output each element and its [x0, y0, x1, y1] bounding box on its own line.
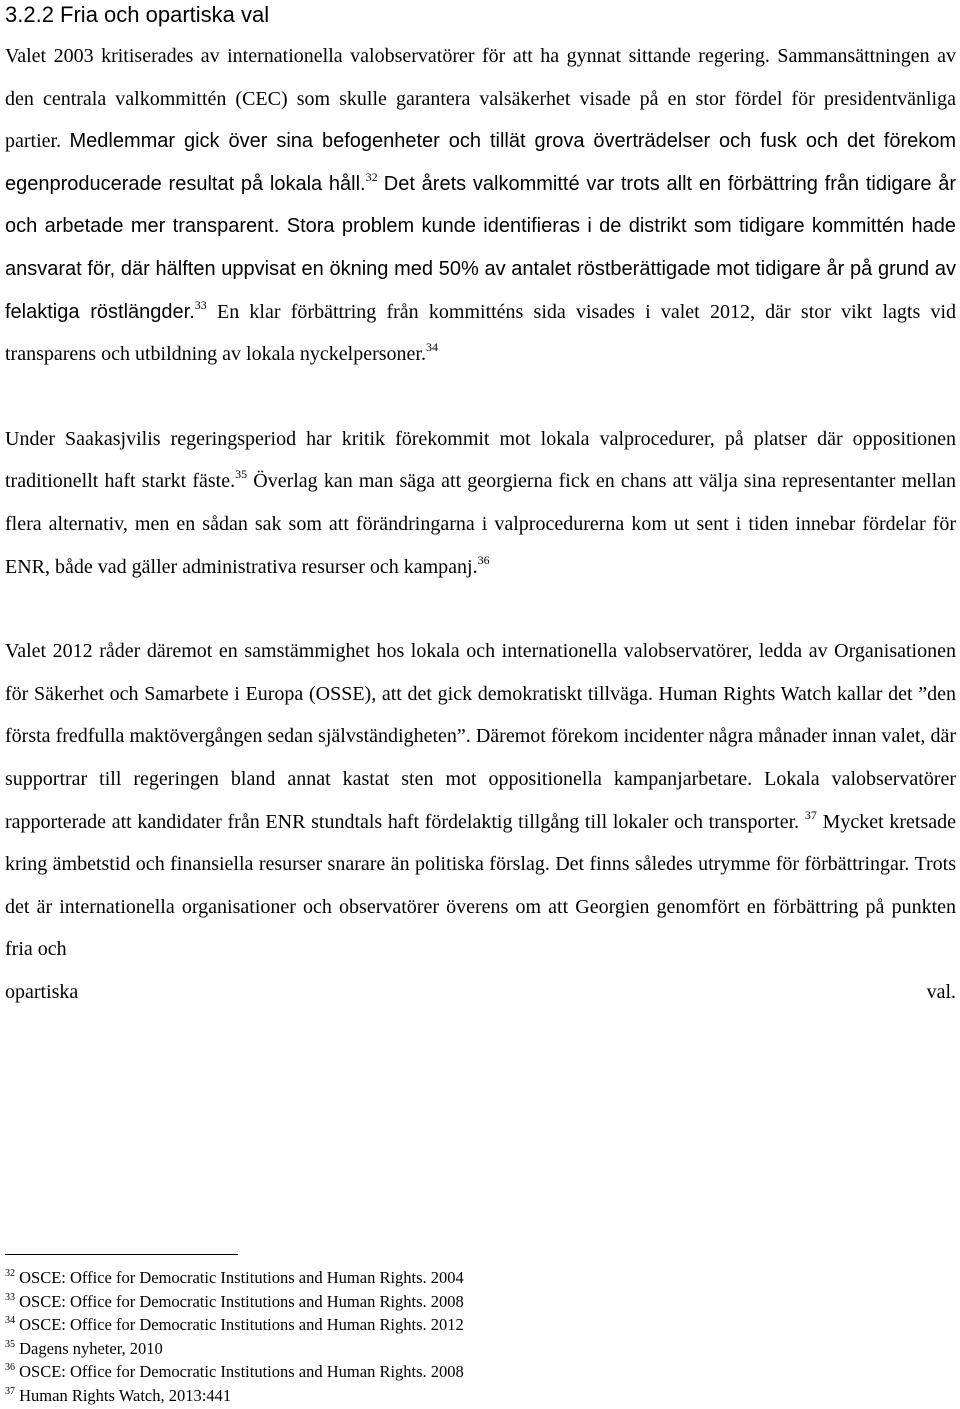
footnote-text: Human Rights Watch, 2013:441 [19, 1385, 232, 1405]
last-line-left: opartiska [5, 980, 79, 1003]
footnote-ref[interactable]: 33 [194, 297, 207, 312]
footnote-ref[interactable]: 34 [426, 340, 438, 355]
footnote-text: OSCE: Office for Democratic Institutions and Human Rights. 2004 [19, 1268, 464, 1287]
paragraph-text: Under Saakasjvilis regeringsperiod har kritik förekommit mot lokala valprocedurer, på platser där oppositionen traditionellt haft starkt fäste. [5, 427, 956, 493]
footnotes [5, 1266, 905, 1407]
paragraph-text-sans: Medlemmar gick över sina befogenheter och tillät grova överträdelser och fusk och det förekom egenproducerade resultat på lokala håll. [5, 130, 957, 195]
footnote [5, 1384, 905, 1408]
paragraph-election-2012 [5, 630, 956, 971]
last-line-right: val. [926, 980, 956, 1003]
paragraph-text: Valet 2012 råder däremot en samstämmighet hos lokala och internationella valobservatörer, ledda av Organisationen för Säkerhet och Samarbete i Europa (OSSE), att det gick demokratiskt tillväga. Human Rights Watch kallar det ”den första fredfulla maktövergången sedan självständigheten”. Däremot förekom incidenter några månader innan valet, där supportrar till regeringen bland annat kastat sten mot oppositionella kampanjarbetare. Lokala valobservatörer rapporterade att kandidater från ENR stundtals haft fördelaktig tillgång till lokaler och transporter. [5, 640, 956, 833]
paragraph-text: Valet 2003 kritiserades av internationella valobservatörer för att ha gynnat sittande regering. Sammansättningen av den centrala valkommittén (CEC) som skulle garantera valsäkerhet visade på en stor fördel för presidentvänliga partier. [5, 45, 956, 153]
footnote [5, 1266, 905, 1290]
paragraph-text: Mycket kretsade kring ämbetstid och finansiella resurser snarare än politiska förslag. Det finns således utrymme för förbättringar. Trots det är internationella organisationer och observatörer överens om att Georgien genomfört en förbättring på punkten fria och [5, 810, 957, 961]
footnote [5, 1290, 905, 1314]
footnote-number: 34 [5, 1315, 15, 1326]
footnote-number: 35 [5, 1338, 15, 1350]
paragraph-saakashvili-period [5, 418, 956, 588]
paragraph-last-line [5, 971, 956, 1014]
paragraph-text: Överlag kan man säga att georgierna fick en chans att välja sina representanter mellan flera alternativ, men en sådan sak som att förändringarna i valprocedurerna kom ut sent i tiden innebar fördelar för ENR, både vad gäller administrativa resurser och kampanj. [5, 470, 957, 578]
footnote [5, 1337, 905, 1361]
footnote-text: OSCE: Office for Democratic Institutions and Human Rights. 2008 [19, 1291, 464, 1311]
footnote-number: 36 [5, 1362, 15, 1373]
footnote-text: Dagens nyheter, 2010 [19, 1338, 163, 1358]
document-page [5, 0, 956, 1013]
footnote-text: OSCE: Office for Democratic Institutions and Human Rights. 2008 [19, 1362, 464, 1381]
footnote [5, 1360, 905, 1384]
footnote-ref[interactable]: 35 [235, 467, 248, 482]
footnote-ref[interactable]: 37 [804, 807, 817, 822]
footnote-number: 33 [5, 1291, 15, 1303]
footnote-number: 37 [5, 1385, 15, 1397]
footnote-ref[interactable]: 36 [477, 552, 490, 567]
section-heading: 3.2.2 Fria och opartiska val [5, 2, 270, 27]
footnote-text: OSCE: Office for Democratic Institutions and Human Rights. 2012 [19, 1315, 464, 1334]
footnote-number: 32 [5, 1268, 15, 1279]
paragraph-election-2003 [5, 35, 956, 376]
footnote-separator [5, 1254, 238, 1255]
paragraph-text-sans: Det årets valkommitté var trots allt en förbättring från tidigare år och arbetade mer transparent. Stora problem kunde identifieras i de distrikt som tidigare kommittén hade ansvarat för, där hälften uppvisat en ökning med 50% av antalet röstberättigade mot tidigare år på grund av felaktiga röstlängder. [5, 172, 956, 323]
paragraph-text: En klar förbättring från kommitténs sida visades i valet 2012, där stor vikt lagts vid transparens och utbildning av lokala nyckelpersoner. [5, 300, 956, 366]
footnote [5, 1313, 905, 1337]
footnote-ref[interactable]: 32 [365, 169, 378, 184]
